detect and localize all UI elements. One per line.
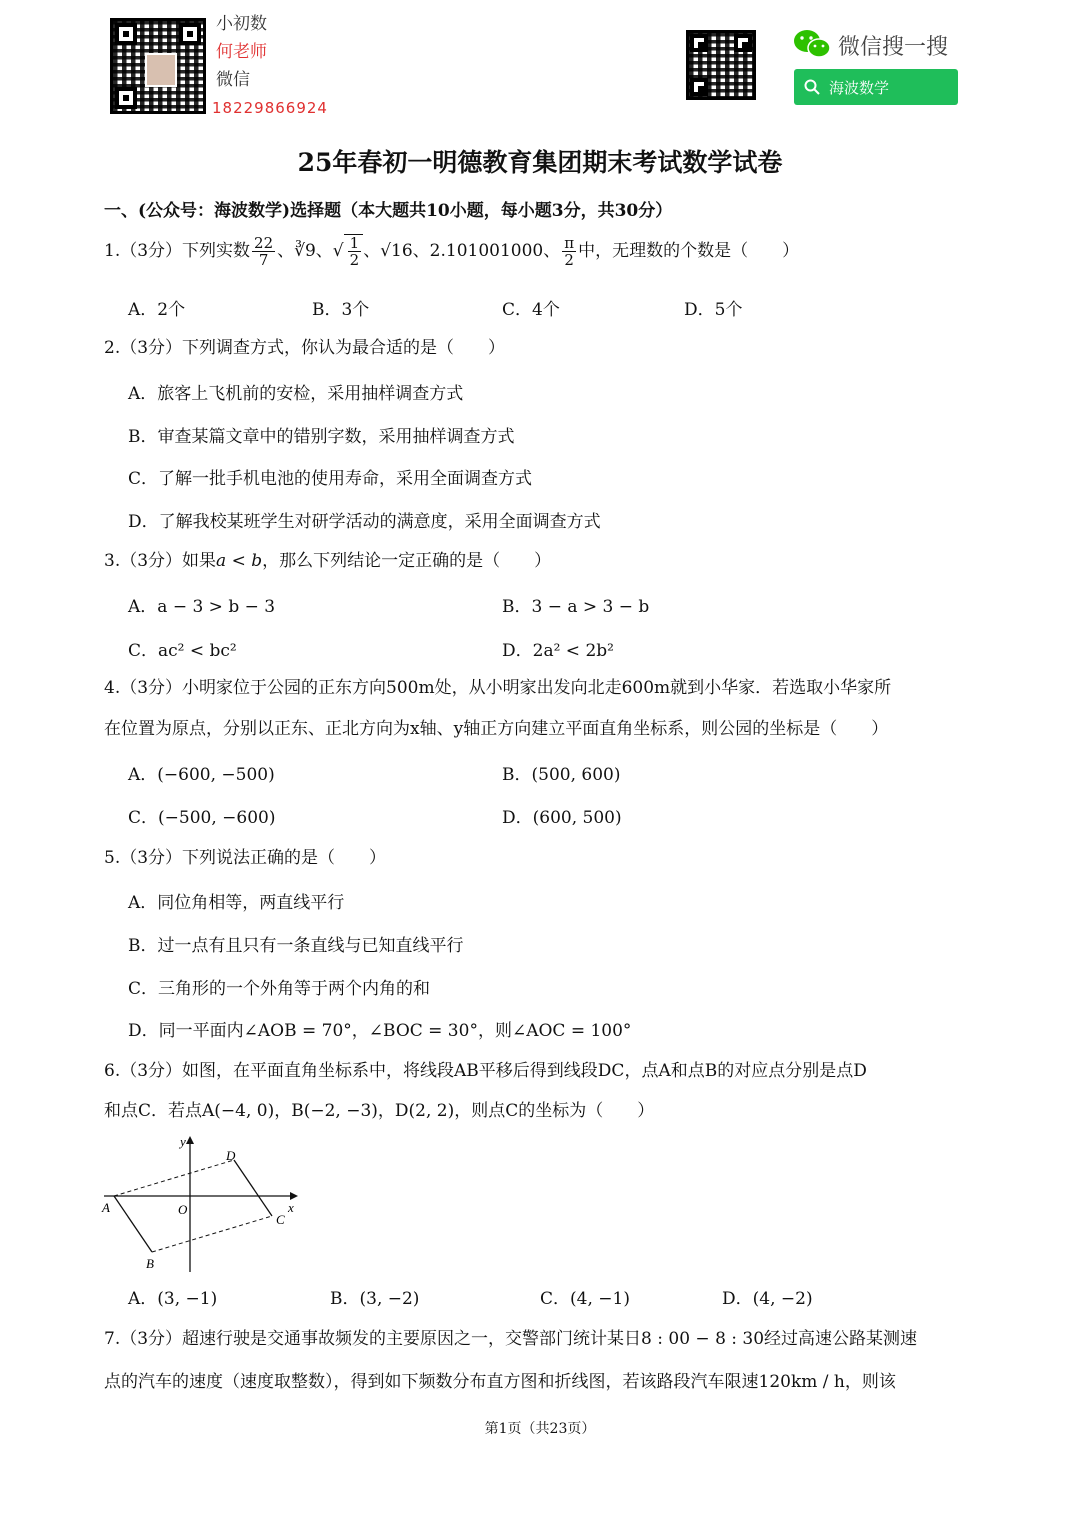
- page-title: 25年春初一明德教育集团期末考试数学试卷: [297, 148, 783, 177]
- q3-option-b[interactable]: B．3 − a > 3 − b: [502, 597, 650, 617]
- question-2-stem: 2.（3分）下列调查方式，你认为最合适的是（ ）: [104, 338, 506, 358]
- q2-option-c[interactable]: C．了解一批手机电池的使用寿命，采用全面调查方式: [128, 469, 533, 489]
- question-7-stem-line1: 7.（3分）超速行驶是交通事故频发的主要原因之一，交警部门统计某日8 : 00 − 8 : 30经过高速公路某测速: [104, 1329, 918, 1349]
- section-heading: 一、(公众号：海波数学)选择题（本大题共10小题，每小题3分，共30分）: [104, 201, 673, 221]
- question-6-stem-line2: 和点C．若点A(−4, 0)，B(−2, −3)，D(2, 2)，则点C的坐标为（ ）: [104, 1101, 655, 1121]
- label-a: A: [102, 1200, 110, 1215]
- qr-caption-phone: 18229866924: [212, 99, 328, 117]
- condition-a-lt-b: a < b: [216, 551, 263, 571]
- fraction-22-7: $\frac{22}{7}$: [254, 234, 274, 269]
- sqrt-16: √16: [380, 241, 413, 261]
- question-7-stem-line2: 点的汽车的速度（速度取整数），得到如下频数分布直方图和折线图，若该路段汽车限速120km / h，则该: [104, 1372, 896, 1392]
- dashed-ad: [114, 1160, 234, 1196]
- q6-coordinate-figure: [100, 1130, 310, 1275]
- label-o: O: [178, 1202, 188, 1217]
- q1-option-a[interactable]: A．2个: [128, 300, 186, 320]
- decimal-number: 2.101001000、: [429, 241, 561, 261]
- wechat-search-button[interactable]: [794, 69, 958, 105]
- q3-option-d[interactable]: D．2a² < 2b²: [502, 641, 614, 661]
- wechat-search-qr-code: [686, 30, 756, 100]
- q5-option-d[interactable]: D．同一平面内∠AOB = 70°，∠BOC = 30°，则∠AOC = 100°: [128, 1021, 632, 1041]
- q6-option-d[interactable]: D．(4, −2): [722, 1289, 813, 1309]
- q4-option-d[interactable]: D．(600, 500): [502, 808, 622, 828]
- qr-caption-wechat: 微信: [216, 70, 250, 90]
- qr-caption-teacher: 何老师: [216, 42, 267, 62]
- question-4-stem-line1: 4.（3分）小明家位于公园的正东方向500m处，从小明家出发向北走600m就到小华家．若选取小华家所: [104, 678, 892, 698]
- cube-root-9: ∛9: [294, 241, 316, 261]
- q5-option-b[interactable]: B．过一点有且只有一条直线与已知直线平行: [128, 936, 464, 956]
- question-6-stem-line1: 6.（3分）如图，在平面直角坐标系中，将线段AB平移后得到线段DC，点A和点B的对应点分别是点D: [104, 1061, 867, 1081]
- q5-option-c[interactable]: C．三角形的一个外角等于两个内角的和: [128, 979, 431, 999]
- sqrt-one-half: $\frac{1}{2}$: [344, 234, 364, 268]
- wechat-search-label: 微信搜一搜: [838, 35, 949, 60]
- q3-option-a[interactable]: A．a − 3 > b − 3: [128, 597, 276, 617]
- q1-option-c[interactable]: C．4个: [502, 300, 560, 320]
- q4-option-b[interactable]: B．(500, 600): [502, 765, 621, 785]
- contact-qr-code: [110, 18, 206, 114]
- q6-option-b[interactable]: B．(3, −2): [330, 1289, 420, 1309]
- qr-caption-name: 小初数: [216, 14, 267, 34]
- wechat-logo-icon: [792, 28, 832, 60]
- q6-option-c[interactable]: C．(4, −1): [540, 1289, 630, 1309]
- q2-option-a[interactable]: A．旅客上飞机前的安检，采用抽样调查方式: [128, 384, 464, 404]
- search-icon: [804, 79, 820, 95]
- page-number: 第1页（共23页）: [484, 1421, 596, 1437]
- q1-option-d[interactable]: D．5个: [684, 300, 743, 320]
- x-axis-arrow-icon: [290, 1192, 298, 1200]
- question-4-stem-line2: 在位置为原点，分别以正东、正北方向为x轴、y轴正方向建立平面直角坐标系，则公园的坐标是（ ）: [104, 719, 889, 739]
- dashed-bc: [152, 1216, 272, 1252]
- label-x: x: [288, 1200, 294, 1215]
- wechat-search-term: 海波数学: [829, 79, 890, 97]
- label-b: B: [146, 1256, 154, 1271]
- label-d: D: [226, 1148, 236, 1163]
- q4-option-c[interactable]: C．(−500, −600): [128, 808, 276, 828]
- q1-option-b[interactable]: B．3个: [312, 300, 370, 320]
- q5-option-a[interactable]: A．同位角相等，两直线平行: [128, 893, 345, 913]
- question-1-stem: 1.（3分）下列实数 $\frac{22}{7}$ 、∛9、√ $\frac{1}{2}$ 、√16、2.101001000、 $\frac{\pi}{2}$ 中，无理数的个数是（ ）: [104, 234, 800, 269]
- avatar: [145, 53, 177, 87]
- segment-dc: [234, 1160, 272, 1216]
- segment-ab: [114, 1196, 152, 1252]
- q6-option-a[interactable]: A．(3, −1): [128, 1289, 218, 1309]
- fraction-pi-2: $\frac{\pi}{2}$: [564, 234, 575, 269]
- question-5-stem: 5.（3分）下列说法正确的是（ ）: [104, 848, 387, 868]
- label-c: C: [276, 1212, 285, 1227]
- q3-option-c[interactable]: C．ac² < bc²: [128, 641, 237, 661]
- label-y: y: [180, 1134, 186, 1149]
- q2-option-b[interactable]: B．审查某篇文章中的错别字数，采用抽样调查方式: [128, 427, 515, 447]
- q2-option-d[interactable]: D．了解我校某班学生对研学活动的满意度，采用全面调查方式: [128, 512, 601, 532]
- y-axis-arrow-icon: [186, 1136, 194, 1144]
- q4-option-a[interactable]: A．(−600, −500): [128, 765, 275, 785]
- question-3-stem: 3.（3分）如果a < b，那么下列结论一定正确的是（ ）: [104, 551, 552, 571]
